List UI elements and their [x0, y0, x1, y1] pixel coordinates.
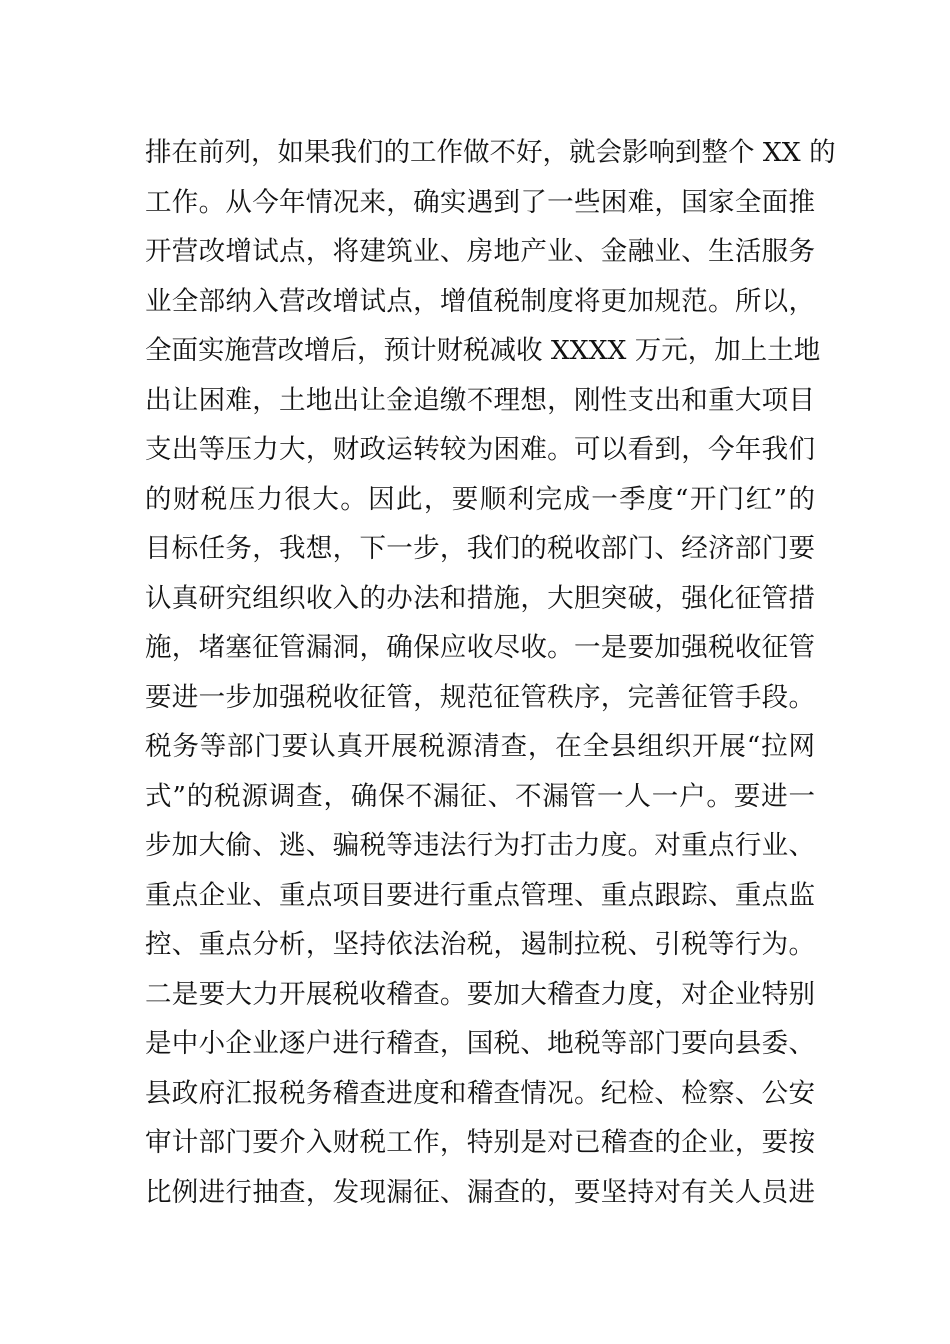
text-line: 是中小企业逐户进行稽查，国税、地税等部门要向县委、: [145, 1028, 815, 1059]
text-line: 要进一步加强税收征管，规范征管秩序，完善征管手段。: [145, 681, 815, 713]
text-line: 审计部门要介入财税工作，特别是对已稽查的企业，要按: [145, 1127, 815, 1158]
text-line: 税务等部门要认真开展税源清查，在全县组织开展“拉网: [145, 731, 815, 762]
text-line: 出让困难，土地出让金追缴不理想，刚性支出和重大项目: [145, 384, 815, 416]
text-line: 开营改增试点，将建筑业、房地产业、金融业、生活服务: [145, 236, 815, 267]
body-text: [145, 128, 836, 1217]
text-line: 目标任务，我想，下一步，我们的税收部门、经济部门要: [145, 533, 815, 564]
text-line: 工作。从今年情况来，确实遇到了一些困难，国家全面推: [145, 186, 815, 218]
text-line: 认真研究组织收入的办法和措施，大胆突破，强化征管措: [145, 582, 815, 614]
text-line: 县政府汇报税务稽查进度和稽查情况。纪检、检察、公安: [145, 1077, 815, 1109]
text-line: 控、重点分析，坚持依法治税，遏制拉税、引税等行为。: [145, 929, 815, 960]
text-line: 比例进行抽查，发现漏征、漏查的，要坚持对有关人员进: [145, 1176, 815, 1208]
text-line: 全面实施营改增后，预计财税减收 XXXX 万元，加上土地: [145, 335, 821, 366]
text-line: 的财税压力很大。因此，要顺利完成一季度“开门红”的: [145, 483, 815, 515]
text-line: 施，堵塞征管漏洞，确保应收尽收。一是要加强税收征管: [145, 632, 815, 663]
text-line: 式”的税源调查，确保不漏征、不漏管一人一户。要进一: [145, 780, 815, 812]
text-line: 支出等压力大，财政运转较为困难。可以看到，今年我们: [145, 434, 815, 465]
text-line: 步加大偷、逃、骗税等违法行为打击力度。对重点行业、: [145, 830, 815, 861]
text-line: 业全部纳入营改增试点，增值税制度将更加规范。所以，: [145, 285, 815, 317]
text-line: 二是要大力开展税收稽查。要加大稽查力度，对企业特别: [145, 978, 815, 1010]
text-line: 重点企业、重点项目要进行重点管理、重点跟踪、重点监: [145, 879, 815, 911]
text-line: 排在前列，如果我们的工作做不好，就会影响到整个 XX 的: [145, 137, 836, 168]
